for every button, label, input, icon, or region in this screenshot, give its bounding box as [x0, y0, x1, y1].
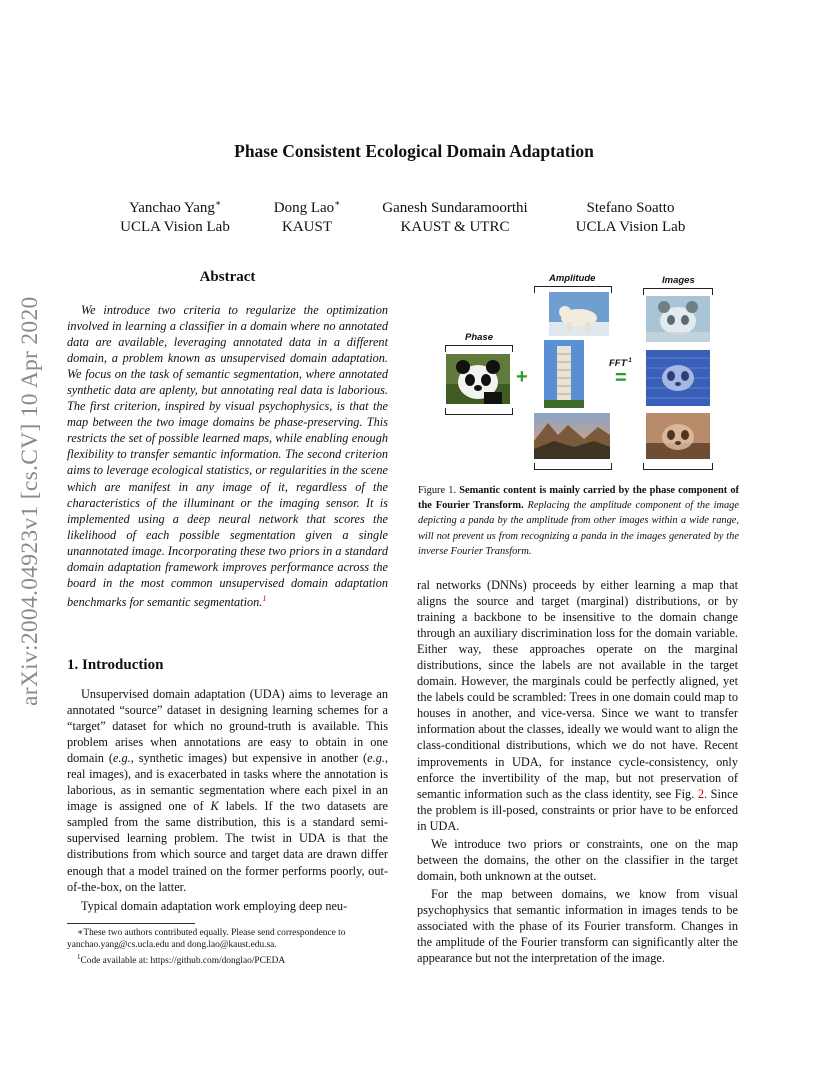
figure-1	[440, 270, 740, 480]
author-name: Yanchao Yang	[128, 200, 215, 216]
footnotes	[67, 927, 388, 968]
right-paragraph-3: For the map between domains, we know from visual psychophysics that semantic information in images tends to be associated with the phase of its Fourier transform. Changes in the amplitude of the Fourier transform can significantly alter the appearance but not the interpretation of the image.	[417, 886, 738, 966]
abstract-text: We introduce two criteria to regularize the optimization involved in learning a classifier in a domain where no annotated data are available, leveraging annotated data in a different domain, a problem known as unsupervised domain adaptation. We focus on the task of semantic segmentation, where annotated synthetic data are aplenty, but annotating real data is laborious. The first criterion, inspired by visual psychophysics, is that the map between the two image domains be phase-preserving. This restricts the set of possible learned maps, while enabling enough flexibility to transfer semantic information. The second criterion aims to leverage ecological statistics, or regularities in the scene which are manifest in any image of it, regardless of the characteristics of the illuminant or the imaging sensor. It is implemented using a deep neural network that scores the likelihood of each possible segmentation given a single unannotated image. Incorporating these two priors in a standard domain adaptation framework improves performance across the board in the most common unsupervised domain adaptation benchmarks for semantic segmentation.	[67, 303, 388, 609]
section-heading-introduction: 1. Introduction	[67, 657, 164, 673]
canyon-sunset-image	[534, 413, 610, 459]
plus-operator: +	[516, 366, 528, 388]
abstract-body	[67, 302, 388, 610]
panda-image	[446, 354, 510, 404]
amplitude-label: Amplitude	[549, 273, 596, 284]
author-name: Dong Lao	[273, 200, 335, 216]
arxiv-id: arXiv:2004.04923v1 [cs.CV] 10 Apr 2020	[17, 296, 43, 706]
author-affiliation: UCLA Vision Lab	[120, 219, 230, 235]
author-name: Stefano Soatto	[586, 200, 675, 216]
fft-label: $FFT^{-1}$	[609, 358, 632, 370]
amplitude-bracket-bottom	[534, 463, 612, 470]
intro-paragraph-2: Typical domain adaptation work employing deep neu-	[81, 898, 348, 913]
author-2	[262, 194, 352, 237]
author-3	[370, 194, 540, 237]
polar-bear-image	[549, 292, 609, 336]
equal-contribution-mark: ∗	[334, 198, 341, 208]
author-affiliation: KAUST	[281, 219, 332, 235]
images-label: Images	[662, 275, 695, 286]
phase-bracket-top	[445, 345, 513, 352]
author-1	[115, 194, 235, 237]
images-bracket-top	[643, 288, 713, 295]
figure-2-link[interactable]: 2	[697, 786, 705, 801]
footnote-ref[interactable]: 1	[262, 593, 267, 603]
author-name: Ganesh Sundaramoorthi	[382, 200, 528, 216]
images-bracket-bottom	[643, 463, 713, 470]
author-4	[568, 194, 693, 237]
intro-paragraph-1: Unsupervised domain adaptation (UDA) aims to leverage an annotated “source” dataset in designing learning schemes for a “target” dataset for which no ground-truth is available. This problem arises when annotations are easy to obtain in one domain (e.g., synthetic images) but expensive in another (e.g., real images), and is exacerbated in tasks where the annotation is laborious, as in semantic segmentation where each pixel in an image is assigned one of K labels. If the two datasets are sampled from the same distribution, this is a standard semi-supervised learning problem. The twist in UDA is that the distributions from which source and target data are drawn differ enough that a model trained on the former performs poorly, out-of-the-box, on the latter.	[67, 687, 388, 894]
phase-label: Phase	[465, 332, 493, 343]
right-paragraph-2: We introduce two priors or constraints, one on the map between the domains, the other on the classifier in the target domain, both unknown at the outset.	[417, 836, 738, 883]
intro-text	[67, 686, 388, 914]
author-affiliation: UCLA Vision Lab	[575, 219, 686, 235]
equals-operator: =	[615, 367, 627, 389]
arxiv-stamp	[15, 286, 45, 706]
figure-1-caption: Figure 1. Semantic content is mainly carried by the phase component of the Fourier Transform. Replacing the amplitude component of the image depicting a panda by the amplitude from other images within a wide range, will not prevent us from recognizing a panda in the images generated by the inverse Fourier Transform.	[418, 485, 739, 557]
leaning-tower-image	[544, 340, 584, 408]
footnote-rule	[67, 923, 195, 924]
result-panda-amplitude-bear	[646, 296, 710, 342]
right-paragraph-1: ral networks (DNNs) proceeds by either learning a map that aligns the source and target (marginal) distributions, or by training a backbone to be insensitive to the domain change through an auxiliary discrimination loss for the domain variable. Either way, these approaches operate on the marginal distributions, since the labels are not available in the target domain. However, the marginals could be perfectly aligned, yet the labels could be scrambled: Trees in one domain could map to houses in another, and vice-versa. Since we want to transfer information about the classes, ideally we would want to align the class-conditional distributions, which we do not have. Recent improvements in UDA, for instance cycle-consistency, only enforce the invertibility of the map, but not preservation of semantic information such as the class identity, see Fig. 2. Since the problem is ill-posed, constraints or prior have to be enforced in UDA.	[417, 578, 739, 833]
paper-title: Phase Consistent Ecological Domain Adaptation	[234, 141, 594, 161]
right-column-text	[417, 577, 738, 966]
footnote-equal-contribution: ∗These two authors contributed equally. Please send correspondence to yanchao.yang@cs.ucla.edu and dong.lao@kaust.edu.sa.	[67, 928, 346, 951]
result-panda-amplitude-canyon	[646, 413, 710, 459]
result-panda-amplitude-tower	[646, 350, 710, 406]
author-affiliation: KAUST & UTRC	[400, 219, 510, 235]
abstract-heading: Abstract	[199, 269, 256, 285]
phase-bracket-bottom	[445, 408, 513, 415]
equal-contribution-mark: ∗	[214, 198, 222, 208]
footnote-code: $^1$Code available at: https://github.com/donglao/PCEDA	[77, 953, 286, 967]
